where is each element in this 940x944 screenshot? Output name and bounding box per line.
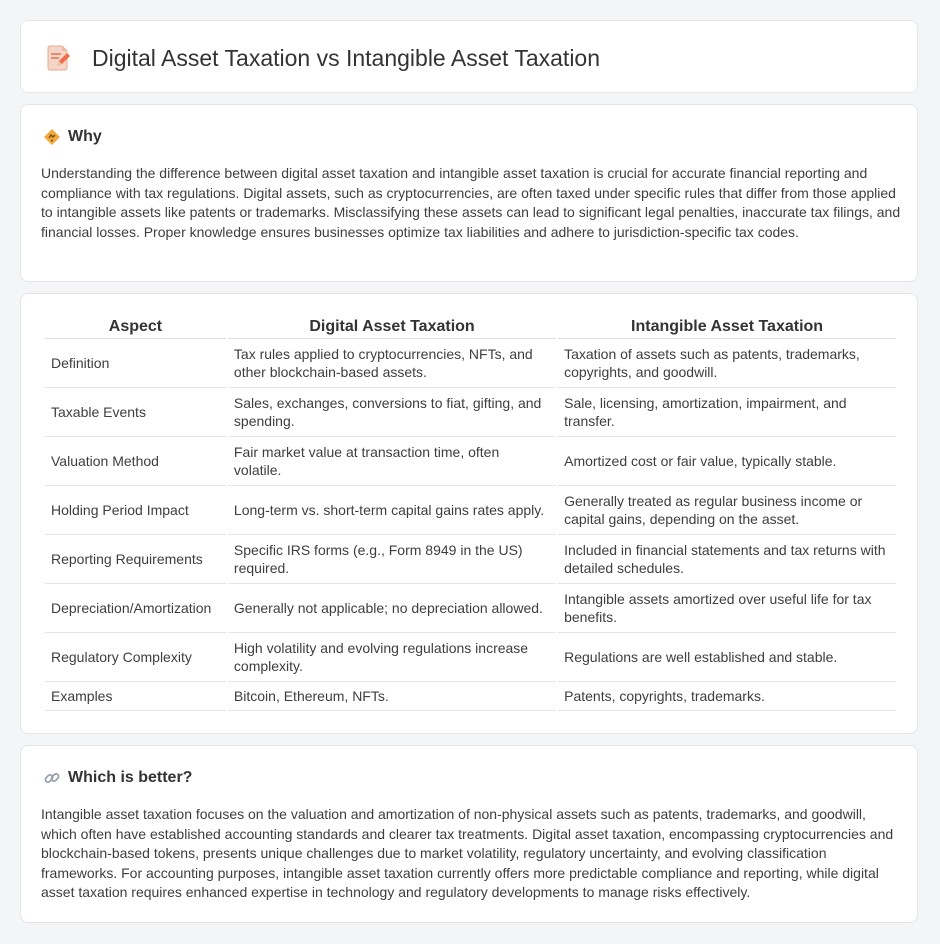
cell-intangible: Intangible assets amortized over useful life for tax benefits. [558,584,896,633]
cell-digital: High volatility and evolving regulations increase complexity. [228,633,556,682]
cell-intangible: Generally treated as regular business income or capital gains, depending on the asset. [558,486,896,535]
cell-digital: Specific IRS forms (e.g., Form 8949 in the US) required. [228,535,556,584]
which-is-better-section [20,745,918,923]
warning-diamond-icon [43,128,61,146]
link-icon [43,769,61,787]
cell-intangible: Taxation of assets such as patents, trademarks, copyrights, and goodwill. [558,339,896,388]
page-title: Digital Asset Taxation vs Intangible Asset Taxation [92,45,601,71]
table-row [45,584,896,633]
header-digital: Digital Asset Taxation [228,314,556,339]
header-intangible: Intangible Asset Taxation [558,314,896,339]
cell-intangible: Sale, licensing, amortization, impairment, and transfer. [558,388,896,437]
header-card [20,20,918,93]
cell-aspect: Reporting Requirements [45,535,226,584]
better-text: Intangible asset taxation focuses on the valuation and amortization of non-physical assets such as patents, trademarks, and goodwill, which often have established accounting standards and clearer tax treatments. Digital asset taxation, encompassing cryptocurrencies and blockchain-based tokens, presents unique challenges due to market volatility, regulatory uncertainty, and evolving classification frameworks. For accounting purposes, intangible asset taxation currently offers more predictable compliance and reporting, while digital asset taxation requires enhanced expertise in technology and regulatory developments to manage risks effectively. [41,806,894,901]
why-text: Understanding the difference between digital asset taxation and intangible asset taxation is crucial for accurate financial reporting and compliance with tax regulations. Digital assets, such as cryptocurrencies, are often taxed under specific rules that differ from those applied to intangible assets like patents or trademarks. Misclassifying these assets can lead to significant legal penalties, inaccurate tax filings, and financial losses. Proper knowledge ensures businesses optimize tax liabilities and adhere to jurisdiction-specific tax codes. [41,165,901,240]
comparison-table [43,314,898,711]
why-heading: Why [68,128,102,145]
header-aspect: Aspect [45,314,226,339]
cell-digital: Bitcoin, Ethereum, NFTs. [228,682,556,711]
cell-aspect: Taxable Events [45,388,226,437]
cell-intangible: Included in financial statements and tax returns with detailed schedules. [558,535,896,584]
cell-intangible: Amortized cost or fair value, typically stable. [558,437,896,486]
cell-intangible: Patents, copyrights, trademarks. [558,682,896,711]
why-section [20,104,918,282]
cell-digital: Long-term vs. short-term capital gains rates apply. [228,486,556,535]
table-row [45,535,896,584]
cell-digital: Tax rules applied to cryptocurrencies, NFTs, and other blockchain-based assets. [228,339,556,388]
cell-intangible: Regulations are well established and stable. [558,633,896,682]
table-row [45,388,896,437]
cell-aspect: Definition [45,339,226,388]
table-row [45,682,896,711]
table-row [45,339,896,388]
cell-aspect: Regulatory Complexity [45,633,226,682]
table-row [45,437,896,486]
cell-digital: Fair market value at transaction time, often volatile. [228,437,556,486]
cell-digital: Sales, exchanges, conversions to fiat, gifting, and spending. [228,388,556,437]
table-row [45,486,896,535]
cell-digital: Generally not applicable; no depreciation allowed. [228,584,556,633]
better-heading: Which is better? [68,769,193,786]
table-row [45,633,896,682]
comparison-table-card [20,293,918,734]
cell-aspect: Depreciation/Amortization [45,584,226,633]
cell-aspect: Holding Period Impact [45,486,226,535]
document-edit-icon [47,45,71,71]
cell-aspect: Valuation Method [45,437,226,486]
table-header-row [45,314,896,339]
cell-aspect: Examples [45,682,226,711]
